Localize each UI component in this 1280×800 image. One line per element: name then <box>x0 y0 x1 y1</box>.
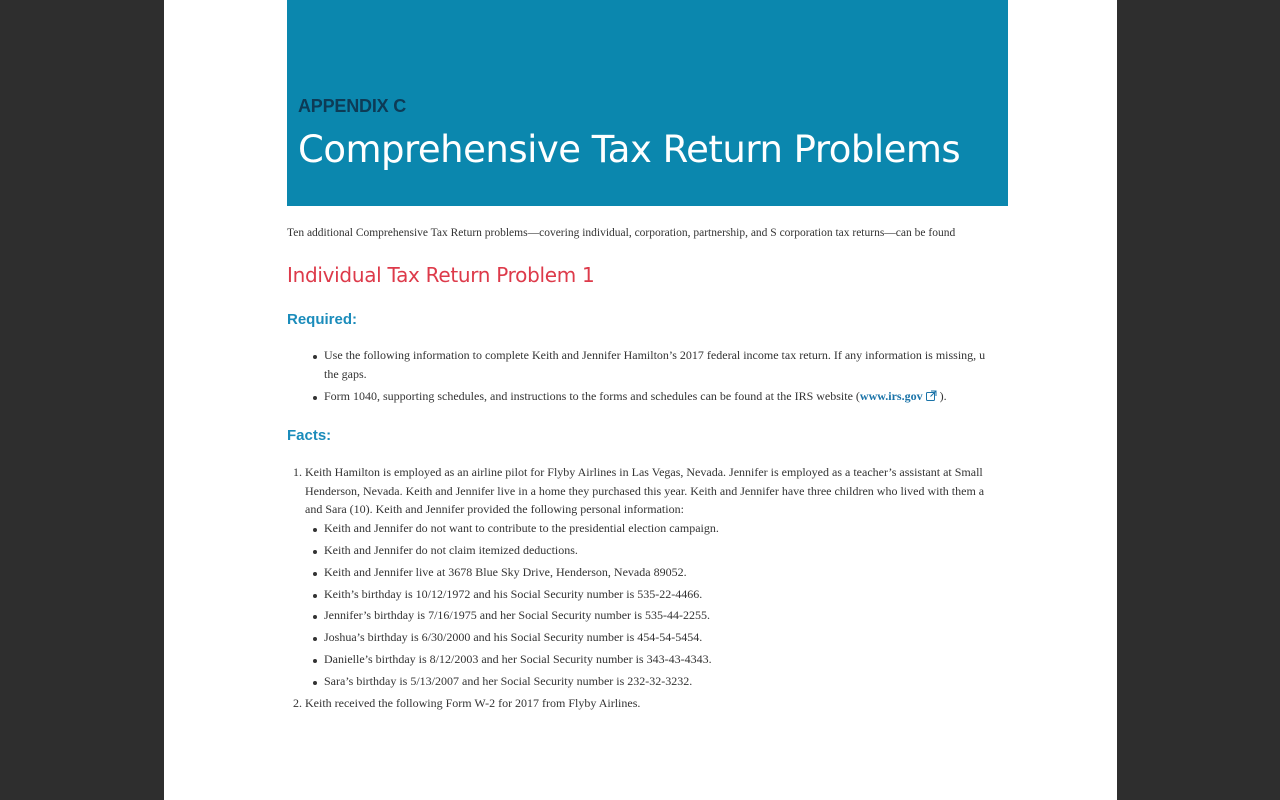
list-item: Keith and Jennifer do not claim itemized deductions. <box>324 543 578 557</box>
bullet-dot <box>313 572 317 576</box>
list-item: Sara’s birthday is 5/13/2007 and her Social Security number is 232-32-3232. <box>324 674 693 688</box>
list-item: Keith and Jennifer live at 3678 Blue Sky Drive, Henderson, Nevada 89052. <box>324 565 687 579</box>
bullet-dot <box>313 681 317 685</box>
bullet-dot <box>313 550 317 554</box>
bullet-dot <box>313 637 317 641</box>
bullet-dot <box>313 615 317 619</box>
facts-item-2-number: 2. <box>293 696 302 710</box>
required-bullet-2-end: ). <box>939 389 947 403</box>
required-bullet-2-text: Form 1040, supporting schedules, and instructions to the forms and schedules can be found at the IRS website ( <box>324 389 860 403</box>
bullet-dot <box>313 528 317 532</box>
list-item: Joshua’s birthday is 6/30/2000 and his Social Security number is 454-54-5454. <box>324 630 703 644</box>
required-heading: Required: <box>287 311 358 328</box>
facts-item-1-line-2: Henderson, Nevada. Keith and Jennifer live in a home they purchased this year. Keith and Jennifer have three children who lived with them a <box>305 484 985 498</box>
irs-website-link[interactable]: www.irs.gov <box>859 389 923 403</box>
external-link-icon[interactable] <box>926 390 937 401</box>
facts-heading: Facts: <box>287 427 332 444</box>
required-bullet-2 <box>324 389 947 404</box>
facts-item-1-line-1: Keith Hamilton is employed as an airline pilot for Flyby Airlines in Las Vegas, Nevada. Jennifer is employed as a teacher’s assistant at Small <box>305 465 983 479</box>
bullet-dot <box>313 659 317 663</box>
appendix-label: APPENDIX C <box>298 96 407 116</box>
facts-item-1-line-3: and Sara (10). Keith and Jennifer provided the following personal information: <box>305 502 684 516</box>
required-bullet-1-line-1: Use the following information to complete Keith and Jennifer Hamilton’s 2017 federal income tax return. If any information is missing, u <box>324 348 986 362</box>
facts-item-2-text: Keith received the following Form W-2 for 2017 from Flyby Airlines. <box>305 696 641 710</box>
intro-paragraph: Ten additional Comprehensive Tax Return problems—covering individual, corporation, partnership, and S corporation tax returns—can be found <box>287 227 956 239</box>
list-item: Danielle’s birthday is 8/12/2003 and her Social Security number is 343-43-4343. <box>324 652 712 666</box>
page-content <box>287 0 1008 800</box>
bullet-dot <box>313 355 317 359</box>
facts-item-1-number: 1. <box>293 465 302 479</box>
chapter-title: Comprehensive Tax Return Problems <box>298 128 961 171</box>
chapter-banner <box>287 0 1008 206</box>
list-item: Jennifer’s birthday is 7/16/1975 and her Social Security number is 535-44-2255. <box>324 608 711 622</box>
problem-title: Individual Tax Return Problem 1 <box>287 263 595 287</box>
bullet-dot <box>313 594 317 598</box>
list-item: Keith’s birthday is 10/12/1972 and his Social Security number is 535-22-4466. <box>324 587 703 601</box>
list-item: Keith and Jennifer do not want to contribute to the presidential election campaign. <box>324 521 719 535</box>
required-bullet-1-line-2: the gaps. <box>324 367 367 381</box>
bullet-dot <box>313 396 317 400</box>
document-page <box>164 0 1117 800</box>
